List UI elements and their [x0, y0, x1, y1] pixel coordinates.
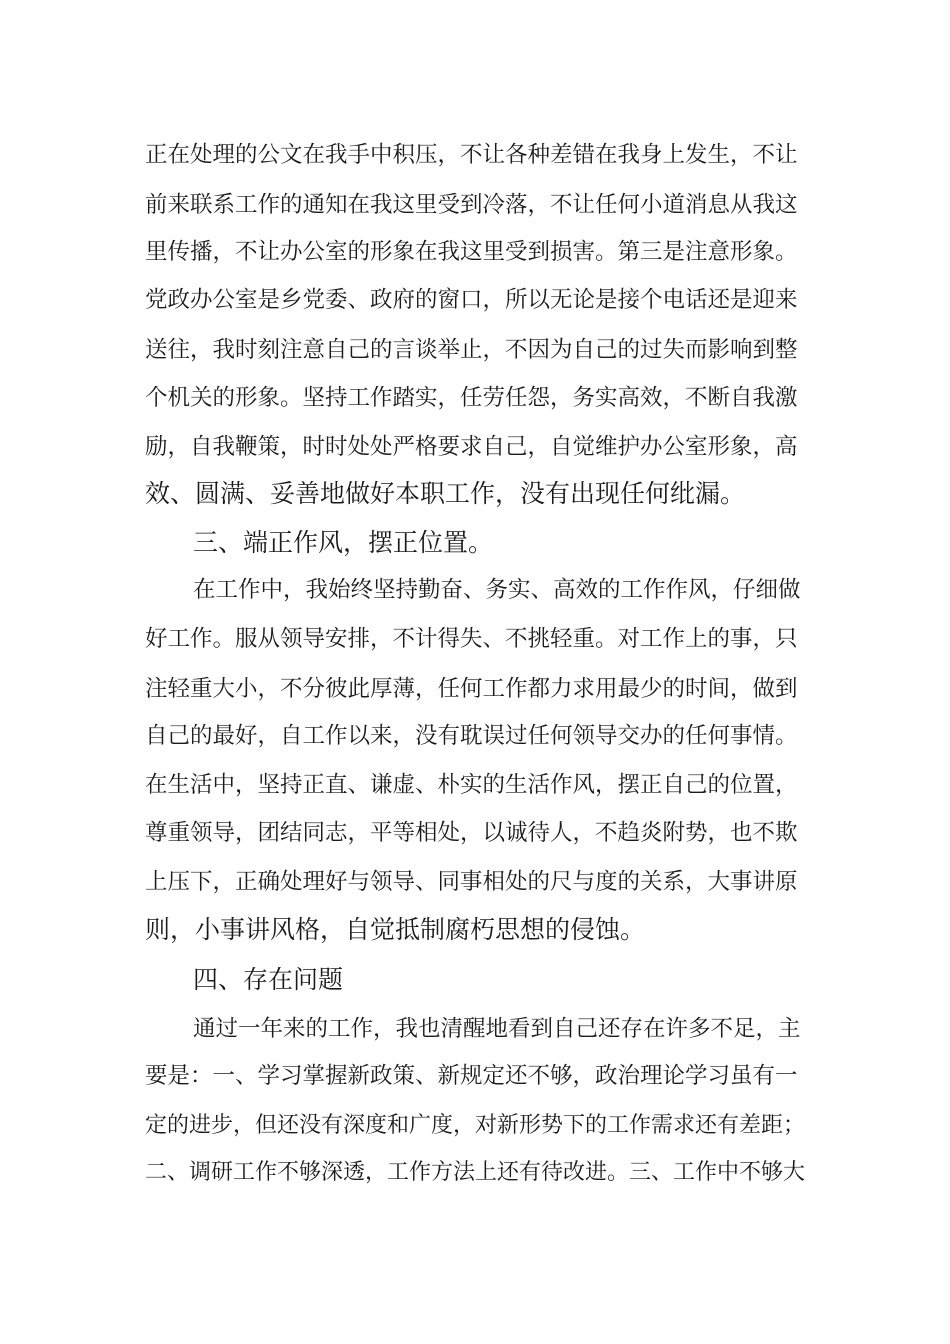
paragraph-line: 党政办公室是乡党委、政府的窗口，所以无论是接个电话还是迎来 [145, 287, 798, 313]
paragraph-line: 好工作。服从领导安排，不计得失、不挑轻重。对工作上的事，只 [145, 626, 798, 652]
paragraph-line: 定的进步，但还没有深度和广度，对新形势下的工作需求还有差距； [145, 1113, 806, 1138]
paragraph-line: 正在处理的公文在我手中积压，不让各种差错在我身上发生，不让 [145, 142, 798, 168]
paragraph-line: 注轻重大小，不分彼此厚薄，任何工作都力求用最少的时间，做到 [145, 676, 798, 702]
paragraph-line: 通过一年来的工作，我也清醒地看到自己还存在许多不足，主 [193, 1016, 801, 1042]
paragraph-line: 在工作中，我始终坚持勤奋、务实、高效的工作作风，仔细做 [193, 577, 801, 603]
section-heading: 四、存在问题 [193, 965, 344, 994]
paragraph-line: 自己的最好，自工作以来，没有耽误过任何领导交办的任何事情。 [145, 723, 798, 749]
paragraph-line: 前来联系工作的通知在我这里受到冷落，不让任何小道消息从我这 [145, 192, 798, 218]
paragraph-line: 要是：一、学习掌握新政策、新规定还不够，政治理论学习虽有一 [145, 1063, 798, 1089]
paragraph-line: 尊重领导，团结同志，平等相处，以诚待人，不趋炎附势，也不欺 [145, 820, 798, 846]
paragraph-line: 个机关的形象。坚持工作踏实，任劳任怨，务实高效，不断自我激 [145, 385, 798, 411]
paragraph-line: 则，小事讲风格，自觉抵制腐朽思想的侵蚀。 [145, 915, 646, 944]
paragraph-line: 励，自我鞭策，时时处处严格要求自己，自觉维护办公室形象，高 [145, 434, 798, 460]
paragraph-line: 里传播，不让办公室的形象在我这里受到损害。第三是注意形象。 [145, 239, 798, 265]
paragraph-line: 上压下，正确处理好与领导、同事相处的尺与度的关系，大事讲原 [145, 869, 798, 895]
paragraph-line: 二、调研工作不够深透，工作方法上还有待改进。三、工作中不够大 [145, 1160, 806, 1185]
section-heading: 三、端正作风，摆正位置。 [193, 528, 494, 557]
paragraph-line: 在生活中，坚持正直、谦虚、朴实的生活作风，摆正自己的位置， [145, 772, 798, 798]
paragraph-line: 送往，我时刻注意自己的言谈举止，不因为自己的过失而影响到整 [145, 337, 798, 363]
paragraph-line: 效、圆满、妥善地做好本职工作，没有出现任何纰漏。 [145, 479, 746, 508]
